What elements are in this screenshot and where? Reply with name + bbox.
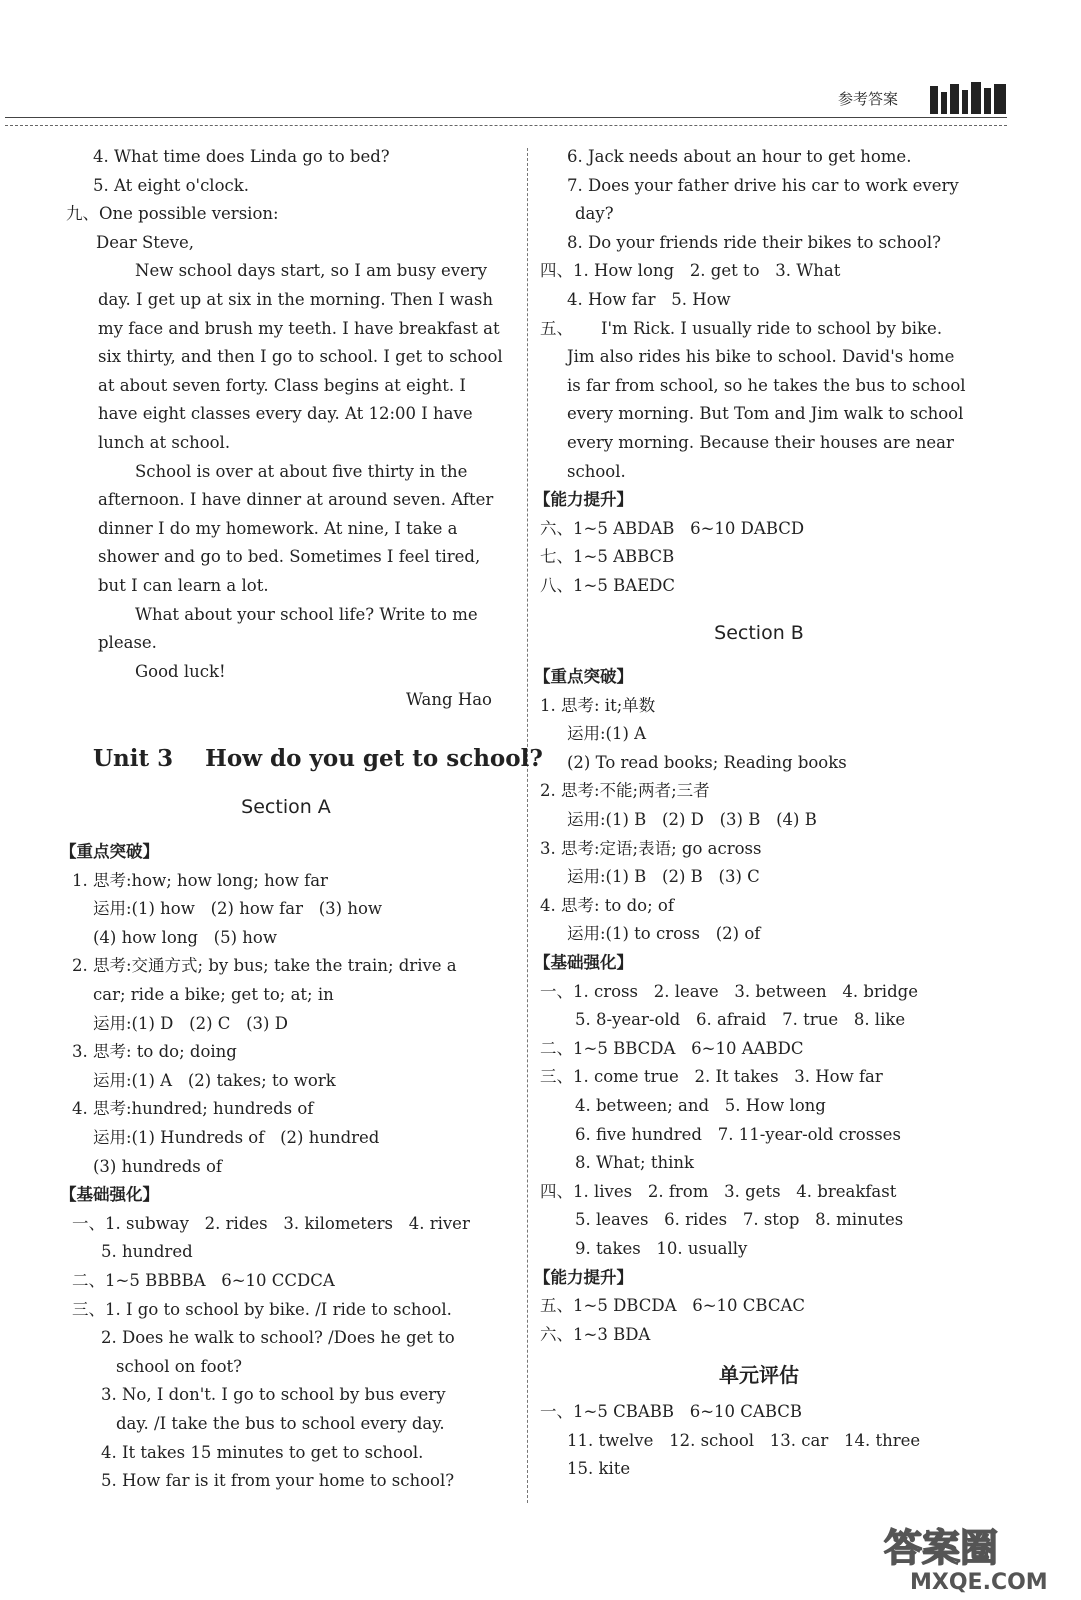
essay-label: 九、One possible version: xyxy=(66,204,279,224)
answer-line: 3. 思考: to do; doing xyxy=(72,1042,237,1062)
answer-line: 5. How far is it from your home to school? xyxy=(101,1471,455,1491)
answer-line: 4. What time does Linda go to bed? xyxy=(93,147,390,166)
answer-line: (2) To read books; Reading books xyxy=(567,752,847,772)
answer-line: 四、1. lives 2. from 3. gets 4. breakfast xyxy=(540,1181,897,1201)
answer-line: 运用:(1) Hundreds of (2) hundred xyxy=(93,1128,380,1147)
answer-line: 运用:(1) B (2) D (3) B (4) B xyxy=(567,810,817,830)
answer-line: 5. 8-year-old 6. afraid 7. true 8. like xyxy=(575,1010,906,1030)
answer-line: 5. At eight o'clock. xyxy=(93,175,250,195)
answer-line: 8. Do your friends ride their bikes to school? xyxy=(567,232,941,252)
passage-line: school. xyxy=(567,461,626,481)
header-rule xyxy=(5,117,1007,118)
answer-line: 一、1. subway 2. rides 3. kilometers 4. river xyxy=(72,1213,470,1233)
answer-line: 5. leaves 6. rides 7. stop 8. minutes xyxy=(575,1210,904,1230)
section-tag: 【能力提升】 xyxy=(534,490,633,510)
section-tag: 【能力提升】 xyxy=(534,1267,633,1287)
answer-line: 五、1~5 DBCDA 6~10 CBCAC xyxy=(540,1296,806,1316)
answer-line: 运用:(1) D (2) C (3) D xyxy=(93,1013,288,1033)
essay-paragraph: What about your school life? Write to me please. xyxy=(98,604,478,653)
answer-line: school on foot? xyxy=(116,1356,242,1376)
passage-line: every morning. But Tom and Jim walk to school xyxy=(567,404,964,424)
answer-line: 运用:(1) to cross (2) of xyxy=(567,924,761,944)
answer-line: 一、1~5 CBABB 6~10 CABCB xyxy=(540,1401,803,1421)
answer-line: 6. five hundred 7. 11-year-old crosses xyxy=(575,1124,901,1144)
answer-line: 三、1. I go to school by bike. /I ride to school. xyxy=(72,1299,452,1319)
page-header xyxy=(0,0,1081,130)
answer-line: 6. Jack needs about an hour to get home. xyxy=(567,147,912,166)
answer-line: 3. No, I don't. I go to school by bus every xyxy=(101,1385,446,1405)
answer-line: 二、1~5 BBCDA 6~10 AABDC xyxy=(540,1038,804,1058)
passage-label: 五、 xyxy=(540,318,573,338)
answer-line: 运用:(1) A (2) takes; to work xyxy=(93,1070,336,1090)
answer-line: (4) how long (5) how xyxy=(93,927,277,947)
answer-line: 八、1~5 BAEDC xyxy=(540,575,676,595)
answer-line: 2. 思考:交通方式; by bus; take the train; drive a xyxy=(72,956,457,976)
answer-line: 二、1~5 BBBBA 6~10 CCDCA xyxy=(72,1270,335,1290)
answer-line: 2. Does he walk to school? /Does he get to xyxy=(101,1328,455,1348)
section-heading: Section B xyxy=(714,621,804,644)
passage-first-line: 五、 I'm Rick. I usually ride to school by bike. xyxy=(540,318,943,338)
answer-line: 运用:(1) how (2) how far (3) how xyxy=(93,899,383,919)
essay-closing: Good luck! xyxy=(135,661,226,681)
watermark-text: 答案圈 xyxy=(884,1526,999,1570)
answer-line: 六、1~5 ABDAB 6~10 DABCD xyxy=(540,518,805,538)
answer-line: 4. How far 5. How xyxy=(567,289,731,309)
answer-line: 2. 思考:不能;两者;三者 xyxy=(540,781,710,801)
watermark-url: MXQE.COM xyxy=(910,1570,1048,1595)
answer-line: 15. kite xyxy=(567,1459,631,1479)
answer-line: 4. It takes 15 minutes to get to school. xyxy=(101,1442,424,1462)
unit-title: Unit 3 How do you get to school? xyxy=(93,744,543,772)
answer-line: 四、1. How long 2. get to 3. What xyxy=(540,261,841,281)
header-decoration-icon xyxy=(930,82,1008,114)
left-column xyxy=(60,143,543,1496)
section-heading: Section A xyxy=(241,796,331,819)
answer-line: 5. hundred xyxy=(101,1242,193,1262)
essay-paragraph: New school days start, so I am busy every day. I get up at six in the morning. Then I wash my face and brush my teeth. I have breakfast at six thirty, and then I go to school. I get to school at about seven forty. Class begins at eight. I have eight classes every day. At 12:00 I have lunch at school. xyxy=(98,261,503,452)
answer-line: 4. between; and 5. How long xyxy=(575,1096,826,1115)
essay-paragraph: School is over at about five thirty in the afternoon. I have dinner at around seven. After dinner I do my homework. At nine, I take a shower and go to bed. Sometimes I feel tired, but I can learn a lot. xyxy=(98,461,494,595)
answer-line: (3) hundreds of xyxy=(93,1156,223,1176)
passage-line: Jim also rides his bike to school. David's home xyxy=(567,347,955,367)
passage-line: every morning. Because their houses are near xyxy=(567,432,954,452)
answer-line: car; ride a bike; get to; at; in xyxy=(93,985,334,1005)
watermark-logo xyxy=(880,1515,1075,1595)
answer-line: 一、1. cross 2. leave 3. between 4. bridge xyxy=(540,981,918,1001)
answer-line: 3. 思考:定语;表语; go across xyxy=(540,838,762,858)
answer-line: day. /I take the bus to school every day. xyxy=(116,1413,445,1433)
answer-line: 9. takes 10. usually xyxy=(575,1238,748,1258)
answer-line: 运用:(1) A xyxy=(567,724,647,744)
essay-greeting: Dear Steve, xyxy=(96,232,194,252)
header-title: 参考答案 xyxy=(838,90,899,108)
answer-line: day? xyxy=(575,204,614,224)
answer-line: 4. 思考: to do; of xyxy=(540,895,674,915)
right-column xyxy=(534,143,978,1484)
answer-line: 1. 思考: it;单数 xyxy=(540,695,656,715)
answer-line: 4. 思考:hundred; hundreds of xyxy=(72,1099,314,1119)
passage-line: is far from school, so he takes the bus to school xyxy=(567,375,966,395)
answer-line: 运用:(1) B (2) B (3) C xyxy=(567,867,760,887)
column-divider xyxy=(527,148,528,1503)
answer-line: 六、1~3 BDA xyxy=(540,1324,651,1344)
answer-line: 7. Does your father drive his car to work every xyxy=(567,175,959,195)
section-tag: 【重点突破】 xyxy=(60,842,159,862)
section-tag: 【基础强化】 xyxy=(534,953,633,973)
evaluation-heading: 单元评估 xyxy=(719,1363,799,1388)
answer-line: 七、1~5 ABBCB xyxy=(540,547,675,567)
answer-line: 三、1. come true 2. It takes 3. How far xyxy=(540,1067,883,1087)
answer-line: 1. 思考:how; how long; how far xyxy=(72,870,328,890)
answer-line: 11. twelve 12. school 13. car 14. three xyxy=(567,1430,921,1450)
section-tag: 【重点突破】 xyxy=(534,667,633,687)
section-tag: 【基础强化】 xyxy=(60,1185,159,1205)
essay-signature: Wang Hao xyxy=(406,690,492,710)
answer-line: 8. What; think xyxy=(575,1153,695,1173)
header-dashed-rule xyxy=(5,125,1007,126)
